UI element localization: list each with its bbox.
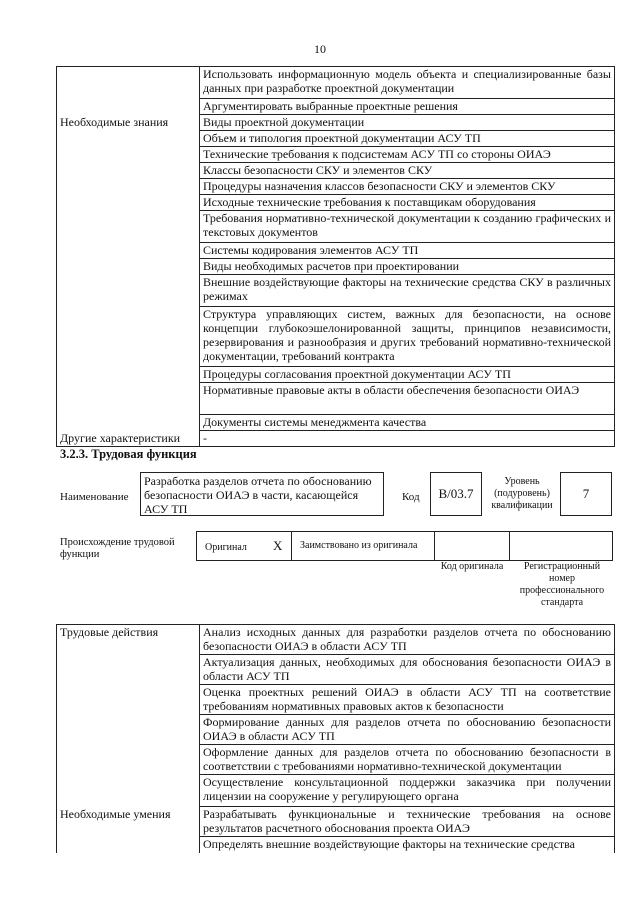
row-text: Анализ исходных данных для разработки разделов отчета по обоснованию безопасности ОИАЭ в области АСУ ТП <box>200 625 615 655</box>
row-label: Другие характеристики <box>57 431 200 447</box>
row-text: Структура управляющих систем, важных для безопасности, на основе концепции глубокоэшелонированной защиты, принципов независимости, резервирования и разнообразия и других требований нормативно-технической документации, требований контракта <box>200 307 615 367</box>
row-text: Оценка проектных решений ОИАЭ в области АСУ ТП на соответствие требованиям нормативных правовых актов к безопасности <box>200 685 615 715</box>
origin-label: Происхождение трудовой функции <box>60 537 175 560</box>
original-cell <box>196 531 292 561</box>
row-text: Нормативные правовые акты в области обеспечения безопасности ОИАЭ <box>200 383 615 415</box>
row-text: Разрабатывать функциональные и технические требования на основе результатов расчетного обоснования проекта ОИАЭ <box>200 807 615 837</box>
row-label <box>57 99 200 115</box>
table-row <box>57 275 615 307</box>
level-box: 7 <box>560 472 612 516</box>
original-code-caption: Код оригинала <box>440 561 504 572</box>
table-row <box>57 745 615 775</box>
table-row <box>57 131 615 147</box>
row-text: Использовать информационную модель объекта и специализированные базы данных при разработке проектной документации <box>200 67 615 99</box>
reg-number-caption: Регистрационный номер профессионального стандарта <box>519 561 605 608</box>
original-code-cell <box>434 531 510 561</box>
table-row <box>57 807 615 837</box>
table-row <box>57 415 615 431</box>
row-text: Виды необходимых расчетов при проектировании <box>200 259 615 275</box>
table-row <box>57 655 615 685</box>
row-text: Требования нормативно-технической документации к созданию графических и текстовых документов <box>200 211 615 243</box>
row-label <box>57 179 200 195</box>
name-label: Наименование <box>60 491 129 503</box>
row-label <box>57 415 200 431</box>
row-text: Объем и типология проектной документации АСУ ТП <box>200 131 615 147</box>
row-text: Исходные технические требования к поставщикам оборудования <box>200 195 615 211</box>
row-text: Системы кодирования элементов АСУ ТП <box>200 243 615 259</box>
table-row <box>57 307 615 367</box>
row-label <box>57 259 200 275</box>
row-label <box>57 131 200 147</box>
row-text: Виды проектной документации <box>200 115 615 131</box>
row-text: - <box>200 431 615 447</box>
row-text: Определять внешние воздействующие факторы на технические средства <box>200 837 615 853</box>
row-label <box>57 147 200 163</box>
row-label <box>57 211 200 243</box>
row-label <box>57 383 200 415</box>
table-row <box>57 431 615 447</box>
row-text: Аргументировать выбранные проектные решения <box>200 99 615 115</box>
row-text: Процедуры назначения классов безопасности СКУ и элементов СКУ <box>200 179 615 195</box>
row-label <box>57 243 200 259</box>
row-label <box>57 655 200 685</box>
table-row <box>57 163 615 179</box>
row-text: Технические требования к подсистемам АСУ ТП со стороны ОИАЭ <box>200 147 615 163</box>
row-label <box>57 685 200 715</box>
borrowed-label: Заимствовано из оригинала <box>300 540 418 551</box>
section-heading: 3.2.3. Трудовая функция <box>60 447 197 461</box>
table-row <box>57 837 615 853</box>
code-label: Код <box>402 491 420 503</box>
table-row <box>57 259 615 275</box>
function-code-box: B/03.7 <box>430 472 482 516</box>
row-text: Актуализация данных, необходимых для обоснования безопасности ОИАЭ в области АСУ ТП <box>200 655 615 685</box>
page-number: 10 <box>314 42 326 56</box>
reg-number-cell <box>509 531 613 561</box>
row-label <box>57 275 200 307</box>
knowledge-table <box>56 66 615 447</box>
row-label <box>57 837 200 853</box>
table-row <box>57 99 615 115</box>
table-row <box>57 685 615 715</box>
row-label <box>57 67 200 99</box>
table-row <box>57 67 615 99</box>
level-label: Уровень (подуровень) квалификации <box>491 476 553 511</box>
row-label <box>57 367 200 383</box>
table-row <box>57 625 615 655</box>
row-label: Трудовые действия <box>57 625 200 655</box>
row-label <box>57 775 200 807</box>
actions-table <box>56 624 615 853</box>
row-text: Формирование данных для разделов отчета по обоснованию безопасности ОИАЭ в области АСУ ТП <box>200 715 615 745</box>
table-row <box>57 147 615 163</box>
row-label <box>57 745 200 775</box>
original-mark: X <box>273 538 283 553</box>
table-row <box>57 195 615 211</box>
row-text: Внешние воздействующие факторы на технические средства СКУ в различных режимах <box>200 275 615 307</box>
borrowed-cell <box>291 531 435 561</box>
row-label <box>57 195 200 211</box>
table-row <box>57 179 615 195</box>
row-label <box>57 715 200 745</box>
row-label <box>57 163 200 179</box>
table-row <box>57 243 615 259</box>
row-label <box>57 307 200 367</box>
table-row <box>57 383 615 415</box>
row-label: Необходимые умения <box>57 807 200 837</box>
table-row <box>57 715 615 745</box>
row-text: Процедуры согласования проектной документации АСУ ТП <box>200 367 615 383</box>
row-text: Документы системы менеджмента качества <box>200 415 615 431</box>
original-label: Оригинал <box>205 542 247 553</box>
row-text: Классы безопасности СКУ и элементов СКУ <box>200 163 615 179</box>
table-row <box>57 367 615 383</box>
row-label: Необходимые знания <box>57 115 200 131</box>
table-row <box>57 115 615 131</box>
row-text: Оформление данных для разделов отчета по обоснованию безопасности в соответствии с требованиями нормативно-технической документации <box>200 745 615 775</box>
row-text: Осуществление консультационной поддержки заказчика при получении лицензии на сооружение у регулирующего органа <box>200 775 615 807</box>
function-name-box: Разработка разделов отчета по обоснованию безопасности ОИАЭ в части, касающейся АСУ ТП <box>140 472 384 516</box>
table-row <box>57 775 615 807</box>
table-row <box>57 211 615 243</box>
